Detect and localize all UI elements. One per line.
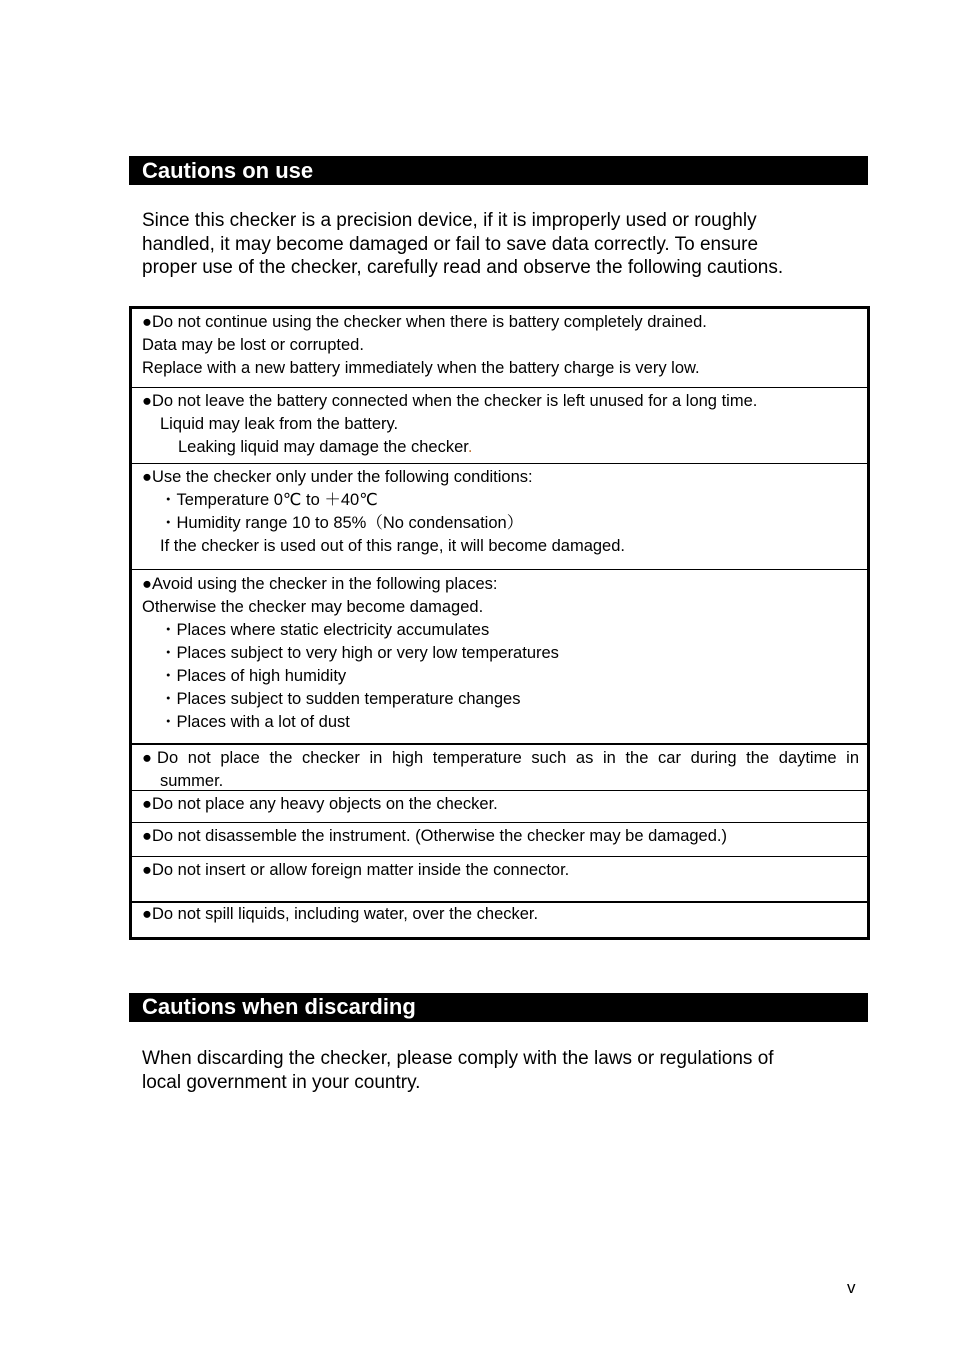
caution-battery-drained bbox=[132, 311, 867, 380]
page-number: v bbox=[847, 1278, 856, 1297]
table-divider bbox=[132, 569, 867, 570]
intro-line: proper use of the checker, carefully read and observe the following cautions. bbox=[142, 257, 784, 278]
section-header-cautions-discarding: Cautions when discarding bbox=[129, 993, 868, 1021]
caution-line: ●Do not spill liquids, including water, over the checker. bbox=[142, 905, 539, 923]
caution-line: summer. bbox=[160, 772, 224, 790]
intro-line: Since this checker is a precision device, if it is improperly used or roughly bbox=[142, 210, 757, 231]
intro-paragraph-discarding bbox=[142, 1047, 862, 1094]
caution-line: ●Do not disassemble the instrument. (Otherwise the checker may be damaged.) bbox=[142, 827, 727, 845]
caution-disassemble bbox=[132, 825, 867, 848]
table-divider bbox=[132, 463, 867, 464]
caution-spill-liquids bbox=[132, 903, 867, 926]
caution-line: ・Humidity range 10 to 85%（No condensation） bbox=[160, 514, 524, 532]
section-header-cautions-on-use: Cautions on use bbox=[129, 156, 868, 185]
caution-line: ●Avoid using the checker in the following places: bbox=[142, 575, 498, 593]
table-divider bbox=[132, 790, 867, 791]
cautions-table bbox=[129, 306, 870, 940]
caution-line: Otherwise the checker may become damaged. bbox=[142, 598, 484, 616]
caution-text: . bbox=[467, 438, 473, 456]
table-divider bbox=[132, 743, 867, 745]
caution-line: ●Do not place the checker in high temperature such as in the car during the daytime in bbox=[142, 749, 859, 767]
caution-text: Leaking liquid may damage the checker bbox=[178, 438, 468, 456]
caution-high-temperature bbox=[132, 747, 867, 793]
table-divider bbox=[132, 387, 867, 388]
caution-foreign-matter bbox=[132, 859, 867, 882]
caution-line: ●Do not continue using the checker when there is battery completely drained. bbox=[142, 313, 707, 331]
table-divider bbox=[132, 822, 867, 823]
caution-line: If the checker is used out of this range, it will become damaged. bbox=[160, 537, 625, 555]
intro-line: handled, it may become damaged or fail to save data correctly. To ensure bbox=[142, 233, 759, 255]
intro-line: When discarding the checker, please comply with the laws or regulations of bbox=[142, 1048, 774, 1069]
caution-line: ・Places of high humidity bbox=[160, 667, 347, 685]
caution-line bbox=[142, 436, 859, 459]
caution-line: ・Places subject to sudden temperature changes bbox=[160, 690, 521, 708]
caution-line: Data may be lost or corrupted. bbox=[142, 336, 364, 354]
table-divider bbox=[132, 856, 867, 857]
caution-line: ・Temperature 0℃ to ＋40℃ bbox=[160, 491, 378, 509]
caution-line: ・Places subject to very high or very low temperatures bbox=[160, 644, 559, 662]
caution-line: Replace with a new battery immediately when the battery charge is very low. bbox=[142, 359, 700, 377]
caution-battery-connected bbox=[132, 390, 867, 459]
caution-line: ・Places with a lot of dust bbox=[160, 713, 350, 731]
caution-line: ●Use the checker only under the following conditions: bbox=[142, 468, 533, 486]
caution-line: ●Do not place any heavy objects on the checker. bbox=[142, 795, 498, 813]
caution-line: ・Places where static electricity accumulates bbox=[160, 621, 490, 639]
caution-line: Liquid may leak from the battery. bbox=[160, 415, 399, 433]
caution-line: ●Do not leave the battery connected when the checker is left unused for a long time. bbox=[142, 392, 758, 410]
caution-line: ●Do not insert or allow foreign matter inside the connector. bbox=[142, 861, 570, 879]
section-header-rule bbox=[129, 1021, 868, 1022]
intro-paragraph-use bbox=[142, 209, 862, 280]
caution-places bbox=[132, 573, 867, 734]
caution-conditions bbox=[132, 466, 867, 558]
caution-heavy-objects bbox=[132, 793, 867, 816]
intro-line: local government in your country. bbox=[142, 1071, 421, 1093]
